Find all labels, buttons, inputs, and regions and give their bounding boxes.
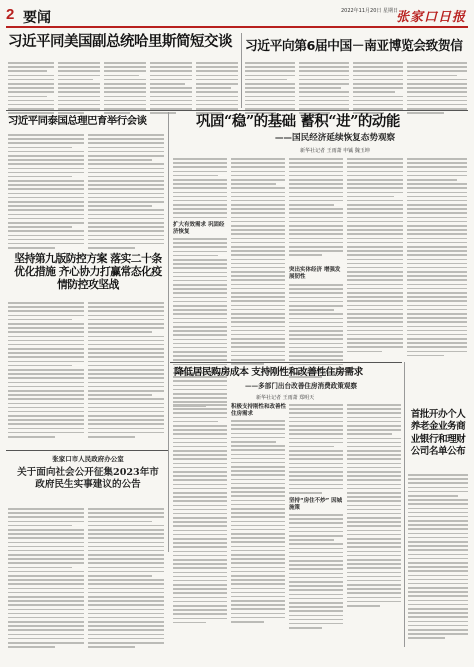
headline-thailand: 习近平同泰国总理巴育举行会谈 xyxy=(8,115,147,127)
notice-body xyxy=(8,508,84,650)
article-body xyxy=(407,158,467,359)
article-body xyxy=(173,404,227,626)
article-body xyxy=(8,134,84,251)
article-body xyxy=(173,158,227,221)
article-body xyxy=(347,158,403,355)
byline-housing: 新华社记者 王雨萧 郑明天 xyxy=(256,395,315,401)
article-body xyxy=(347,404,401,609)
article-body xyxy=(8,62,54,121)
issue-date: 2022年11月20日 星期日 xyxy=(340,8,398,14)
section-divider xyxy=(6,110,468,111)
headline-housing: 降低居民购房成本 支持刚性和改善性住房需求 xyxy=(174,367,363,378)
article-body xyxy=(104,62,146,116)
headline-covid: 坚持第九版防控方案 落实二十条优化措施 齐心协力打赢常态化疫情防控攻坚战 xyxy=(14,252,162,292)
section-head: 扩大有效需求 巩固经济恢复 xyxy=(173,222,225,235)
section-divider xyxy=(170,362,402,363)
column-divider xyxy=(168,112,169,552)
article-body xyxy=(353,62,403,116)
article-body xyxy=(231,158,285,367)
article-body xyxy=(231,420,285,625)
article-body xyxy=(289,158,343,259)
article-body xyxy=(58,62,100,116)
column-divider xyxy=(241,33,242,108)
article-body xyxy=(289,284,343,380)
headline-harris: 习近平同美国副总统哈里斯简短交谈 xyxy=(8,34,232,50)
masthead xyxy=(6,6,468,28)
notice-org: 张家口市人民政府办公室 xyxy=(52,455,124,463)
section-head: 突出实体经济 增强发展韧性 xyxy=(289,267,341,280)
paper-name: 张家口日报 xyxy=(395,10,466,25)
article-body xyxy=(196,62,238,116)
masthead-rule xyxy=(6,26,468,28)
headline-expo: 习近平向第6届中国－南亚博览会致贺信 xyxy=(245,39,463,54)
byline-economy: 新华社记者 王雨萧 申铖 魏玉坤 xyxy=(300,148,370,154)
article-body xyxy=(407,62,467,116)
article-body xyxy=(88,302,164,440)
page-number: 2 xyxy=(6,6,15,23)
section-title: 要闻 xyxy=(23,10,51,26)
column-divider xyxy=(404,362,405,647)
headline-economy: 巩固“稳”的基础 蓄积“进”的动能 xyxy=(196,113,400,130)
article-body xyxy=(8,302,84,440)
article-body xyxy=(245,62,295,116)
section-divider xyxy=(6,450,168,451)
section-head: 积极支持刚性和改善性住房需求 xyxy=(231,404,287,417)
article-body xyxy=(150,62,192,116)
article-body xyxy=(289,514,343,631)
article-body xyxy=(289,404,343,496)
notice-title: 关于面向社会公开征集2023年市政府民生实事建议的公告 xyxy=(17,467,159,491)
article-body xyxy=(88,134,164,251)
subhead-economy: ——国民经济延续恢复态势观察 xyxy=(274,133,396,143)
notice-body xyxy=(88,508,164,650)
section-head: 坚持“房住不炒” 因城施策 xyxy=(289,498,343,511)
subhead-housing: ——多部门出台改善住房消费政策观察 xyxy=(244,382,358,390)
article-body xyxy=(299,62,349,116)
headline-pension: 首批开办个人养老金业务商业银行和理财公司名单公布 xyxy=(410,409,466,458)
article-body xyxy=(408,474,468,642)
